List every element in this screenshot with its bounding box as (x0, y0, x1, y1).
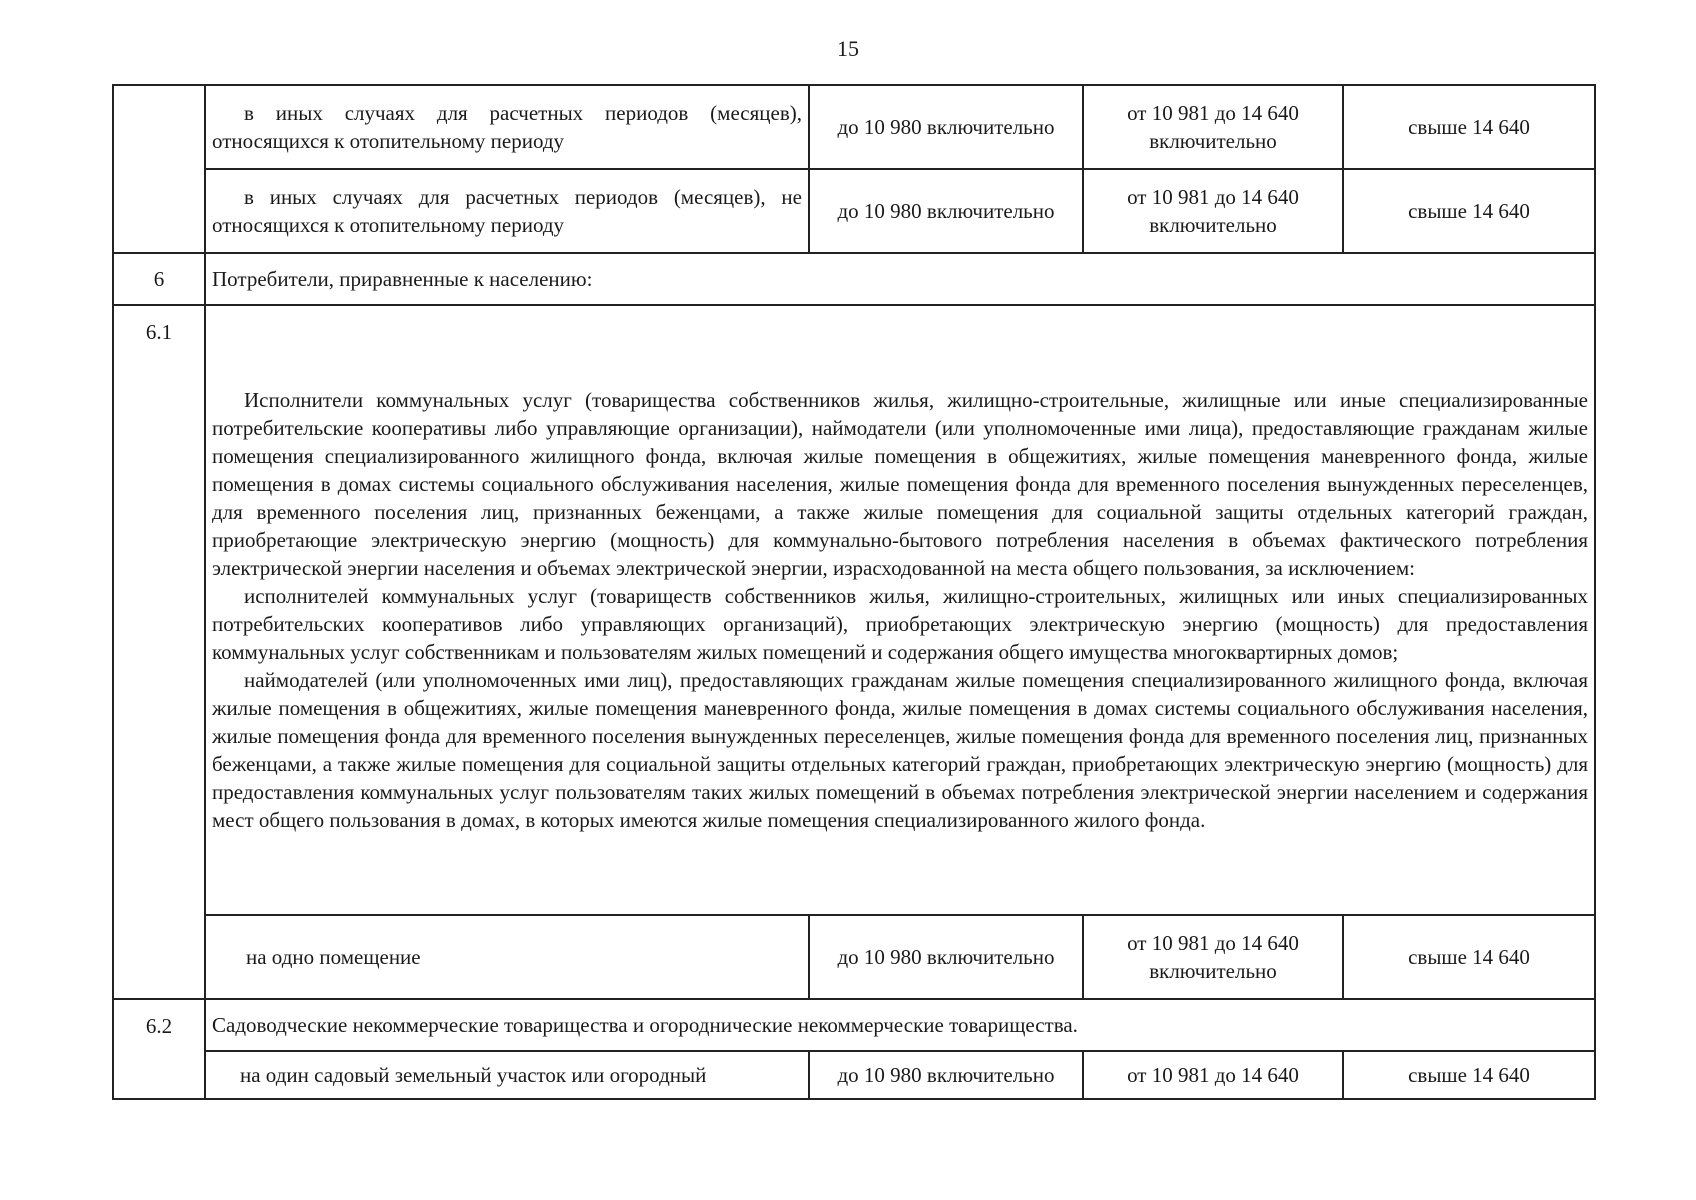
range-mid-line-2: включительно (1149, 129, 1277, 153)
range-mid-cell (1083, 85, 1343, 169)
table-row (113, 85, 1595, 169)
table-row (113, 999, 1595, 1051)
page-number: 15 (837, 36, 859, 61)
category-cell (205, 85, 809, 169)
category-cell (205, 169, 809, 253)
category-text: в иных случаях для расчетных периодов (месяцев), относящихся к отопительному периоду (212, 101, 802, 153)
description-paragraph: Исполнители коммунальных услуг (товарищества собственников жилья, жилищно-строительные, жилищные или иные специализированные потребительские кооперативы либо управляющие организации), наймодатели (или уполномоченные ими лица), предоставляющие гражданам жилые помещения специализированного жилищного фонда, включая жилые помещения в общежитиях, жилые помещения маневренного фонда, жилые помещения в домах системы социального обслуживания населения, жилые помещения фонда для временного поселения вынужденных переселенцев, для временного поселения лиц, признанных беженцами, а также жилые помещения для социальной защиты отдельных категорий граждан, приобретающие электрическую энергию (мощность) для коммунально-бытового потребления населения в объемах фактического потребления электрической энергии населения и объемах электрической энергии, израсходованной на места общего пользования, за исключением: (212, 388, 1588, 580)
category-cell: на один садовый земельный участок или огородный (205, 1051, 809, 1099)
tariff-table (112, 84, 1596, 1100)
section-description (205, 305, 1595, 915)
range-mid-line-2: включительно (1149, 959, 1277, 983)
range-mid-cell (1083, 169, 1343, 253)
range-low-cell: до 10 980 включительно (809, 1051, 1083, 1099)
range-low-cell: до 10 980 включительно (809, 85, 1083, 169)
range-low-cell: до 10 980 включительно (809, 169, 1083, 253)
section-heading: Садоводческие некоммерческие товарищества и огороднические некоммерческие товарищества. (205, 999, 1595, 1051)
range-mid-cell: от 10 981 до 14 640 (1083, 1051, 1343, 1099)
range-high-cell: свыше 14 640 (1343, 915, 1595, 999)
range-high-cell: свыше 14 640 (1343, 169, 1595, 253)
range-mid-line-1: от 10 981 до 14 640 (1127, 185, 1299, 209)
category-text: в иных случаях для расчетных периодов (месяцев), не относящихся к отопительному периоду (212, 185, 802, 237)
range-high-cell: свыше 14 640 (1343, 1051, 1595, 1099)
description-paragraph: наймодателей (или уполномоченных ими лиц), предоставляющих гражданам жилые помещения специализированного жилищного фонда, включая жилые помещения в общежитиях, жилые помещения маневренного фонда, жилые помещения в домах системы социального обслуживания населения, жилые помещения фонда для временного поселения вынужденных переселенцев, жилые помещения фонда для временного поселения лиц, признанных беженцами, а также жилые помещения для социальной защиты отдельных категорий граждан, приобретающих электрическую энергию (мощность) для предоставления коммунальных услуг пользователям таких жилых помещений в объемах потребления электрической энергии населением и содержания мест общего пользования в домах, в которых имеются жилые помещения специализированного жилого фонда. (212, 668, 1588, 832)
row-number-cell: 6.2 (113, 999, 205, 1099)
range-mid-line-1: от 10 981 до 14 640 (1127, 931, 1299, 955)
row-number-cell: 6 (113, 253, 205, 305)
description-paragraph: исполнителей коммунальных услуг (товариществ собственников жилья, жилищно-строительных, жилищных или иных специализированных потребительских кооперативов либо управляющих организаций), приобретающих электрическую энергию (мощность) для предоставления коммунальных услуг собственникам и пользователям жилых помещений и содержания общего имущества многоквартирных домов; (212, 584, 1588, 664)
table-row (113, 169, 1595, 253)
row-number-cell (113, 85, 205, 253)
range-high-cell: свыше 14 640 (1343, 85, 1595, 169)
table-row (113, 915, 1595, 999)
table-row (113, 253, 1595, 305)
range-mid-line-1: от 10 981 до 14 640 (1127, 101, 1299, 125)
range-mid-line-2: включительно (1149, 213, 1277, 237)
table-row (113, 1051, 1595, 1099)
section-heading: Потребители, приравненные к населению: (205, 253, 1595, 305)
table-row (113, 305, 1595, 915)
range-mid-cell (1083, 915, 1343, 999)
row-number-cell: 6.1 (113, 305, 205, 999)
range-low-cell: до 10 980 включительно (809, 915, 1083, 999)
category-cell: на одно помещение (205, 915, 809, 999)
